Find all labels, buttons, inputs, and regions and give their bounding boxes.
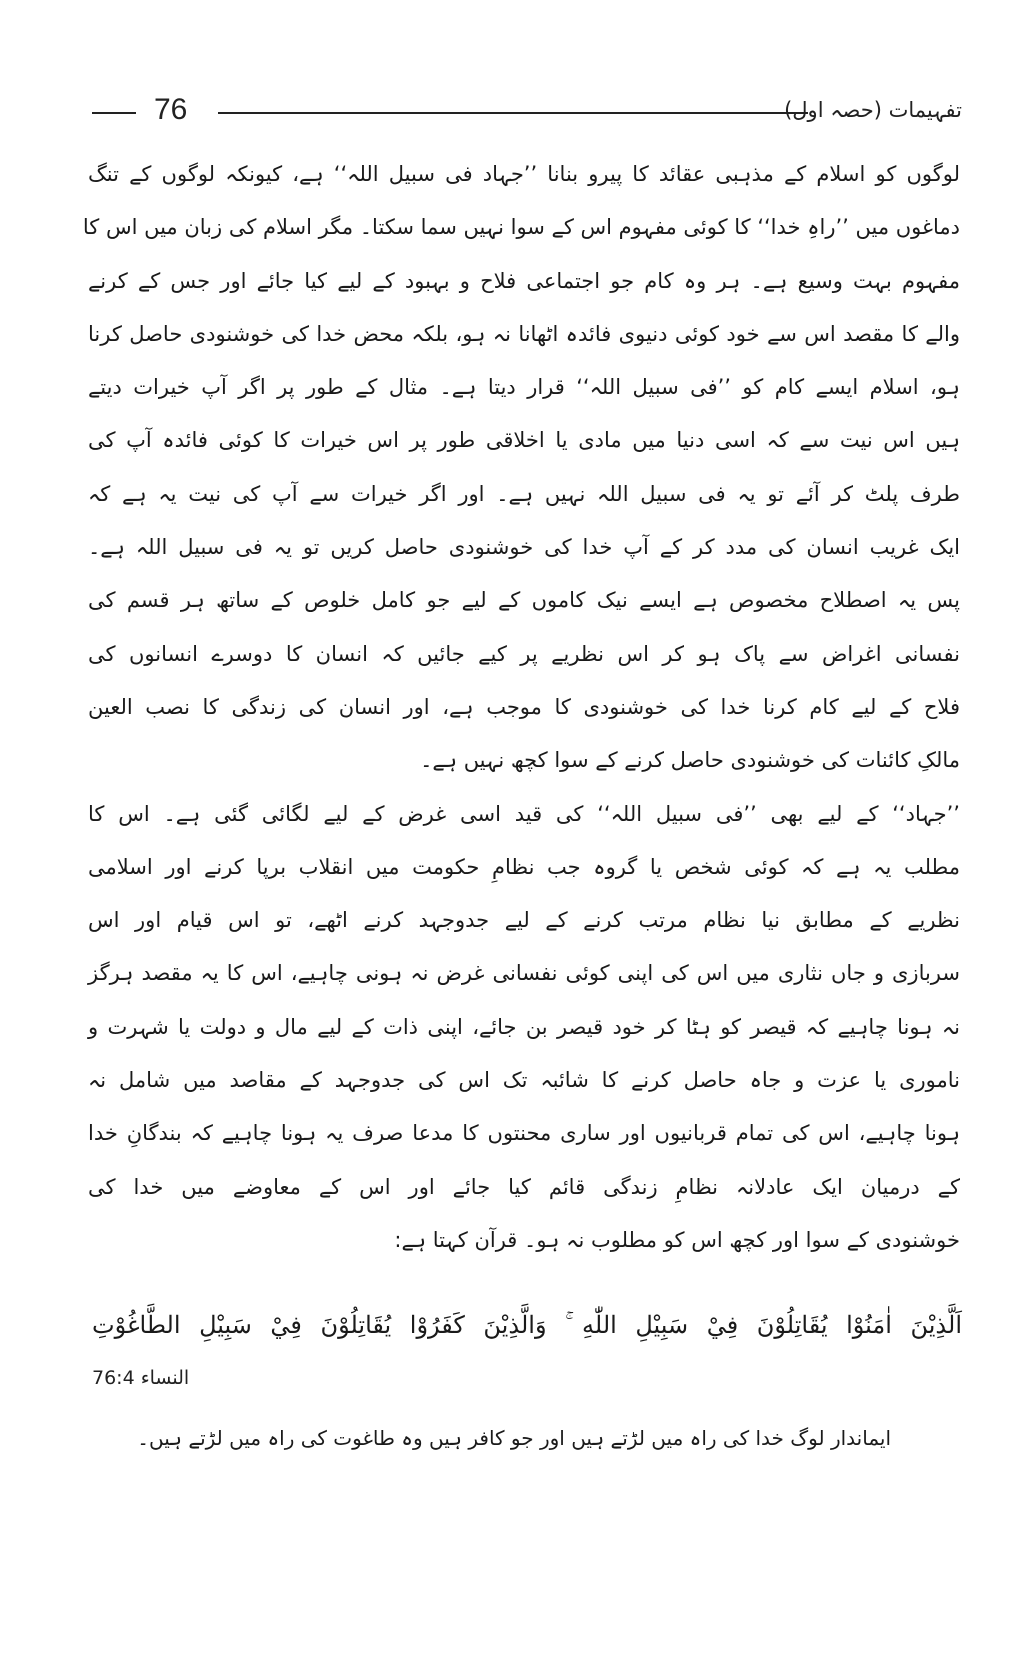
- text-line: ’’جہاد‘‘ کے لیے بھی ’’فی سبیل اللہ‘‘ کی قید اسی غرض کے لیے لگائی گئی ہے۔ اس کا: [88, 801, 960, 826]
- text-line: والے کا مقصد اس سے خود کوئی دنیوی فائدہ اٹھانا نہ ہو، بلکہ محض خدا کی خوشنودی حاصل کرنا: [88, 321, 960, 346]
- text-line: ناموری یا عزت و جاہ حاصل کرنے کا شائبہ تک اس کی جدوجہد کے مقاصد میں شامل نہ: [88, 1068, 960, 1093]
- verse-reference: النساء 76:4: [92, 1367, 190, 1389]
- text-line: ہو، اسلام ایسے کام کو ’’فی سبیل اللہ‘‘ قرار دیتا ہے۔ مثال کے طور پر اگر آپ خیرات دیتے: [88, 375, 960, 400]
- text-line: مالکِ کائنات کی خوشنودی حاصل کرنے کے سوا کچھ نہیں ہے۔: [420, 748, 960, 773]
- verse-translation: ایماندار لوگ خدا کی راہ میں لڑتے ہیں اور جو کافر ہیں وہ طاغوت کی راہ میں لڑتے ہیں۔: [137, 1426, 891, 1450]
- text-line: لوگوں کو اسلام کے مذہبی عقائد کا پیرو بنانا ’’جہاد فی سبیل اللہ‘‘ ہے، کیونکہ لوگوں کے تنگ: [88, 162, 960, 186]
- text-line: ایک غریب انسان کی مدد کر کے آپ خدا کی خوشنودی حاصل کریں تو یہ فی سبیل اللہ ہے۔: [88, 535, 960, 560]
- header-rule-middle: [218, 112, 808, 114]
- page-number: 76: [154, 93, 188, 126]
- text-line: کے درمیان ایک عادلانہ نظامِ زندگی قائم کیا جائے اور اس کے معاوضے میں خدا کی: [88, 1174, 960, 1199]
- text-line: پس یہ اصطلاح مخصوص ہے ایسے نیک کاموں کے لیے جو کامل خلوص کے ساتھ ہر قسم کی: [88, 588, 960, 613]
- quran-verse: اَلَّذِيْنَ اٰمَنُوْا يُقَاتِلُوْنَ فِيْ سَبِيْلِ اللّٰهِ ۚ وَالَّذِيْنَ كَفَرُوْا يُقَاتِلُوْنَ فِيْ سَبِيْلِ الطَّاغُوْتِ: [92, 1311, 962, 1339]
- text-line: طرف پلٹ کر آئے تو یہ فی سبیل اللہ نہیں ہے۔ اور اگر خیرات سے آپ کی نیت یہ ہے کہ: [88, 481, 960, 506]
- text-line: نظریے کے مطابق نیا نظام مرتب کرنے کے لیے جدوجہد کرنے اٹھے، تو اس قیام اور اس: [88, 908, 960, 933]
- text-line: ہونا چاہیے، اس کی تمام قربانیوں اور ساری محنتوں کا مدعا صرف یہ ہونا چاہیے کہ بندگانِ خدا: [88, 1121, 960, 1146]
- text-line: نفسانی اغراض سے پاک ہو کر اس نظریے پر کیے جائیں کہ انسان کا دوسرے انسانوں کی: [88, 641, 960, 666]
- body-text: [82, 148, 960, 1267]
- text-line: دماغوں میں ’’راہِ خدا‘‘ کا کوئی مفہوم اس کے سوا نہیں سما سکتا۔ مگر اسلام کی زبان میں اس کا: [82, 215, 960, 240]
- page-header: [92, 92, 962, 132]
- text-line: نہ ہونا چاہیے کہ قیصر کو ہٹا کر خود قیصر بن جائے، اپنی ذات کے لیے مال و دولت یا شہرت و: [88, 1014, 960, 1039]
- text-line: خوشنودی کے سوا اور کچھ اس کو مطلوب نہ ہو۔ قرآن کہتا ہے:: [394, 1227, 960, 1252]
- text-line: سربازی و جاں نثاری میں اس کی اپنی کوئی نفسانی غرض نہ ہونی چاہیے، اس کا یہ مقصد ہرگز: [88, 961, 960, 986]
- text-line: ہیں اس نیت سے کہ اسی دنیا میں مادی یا اخلاقی طور پر اس خیرات کا کوئی فائدہ آپ کی: [88, 428, 960, 453]
- text-line: فلاح کے لیے کام کرنا خدا کی خوشنودی کا موجب ہے، اور انسان کی زندگی کا نصب العین: [88, 694, 960, 719]
- text-line: مطلب یہ ہے کہ کوئی شخص یا گروہ جب نظامِ حکومت میں انقلاب برپا کرنے اور اسلامی: [88, 854, 960, 879]
- text-line: مفہوم بہت وسیع ہے۔ ہر وہ کام جو اجتماعی فلاح و بہبود کے لیے کیا جائے اور جس کے کرنے: [88, 268, 960, 293]
- header-rule-left: [92, 112, 136, 114]
- running-title: تفہیمات (حصہ اول): [784, 98, 962, 122]
